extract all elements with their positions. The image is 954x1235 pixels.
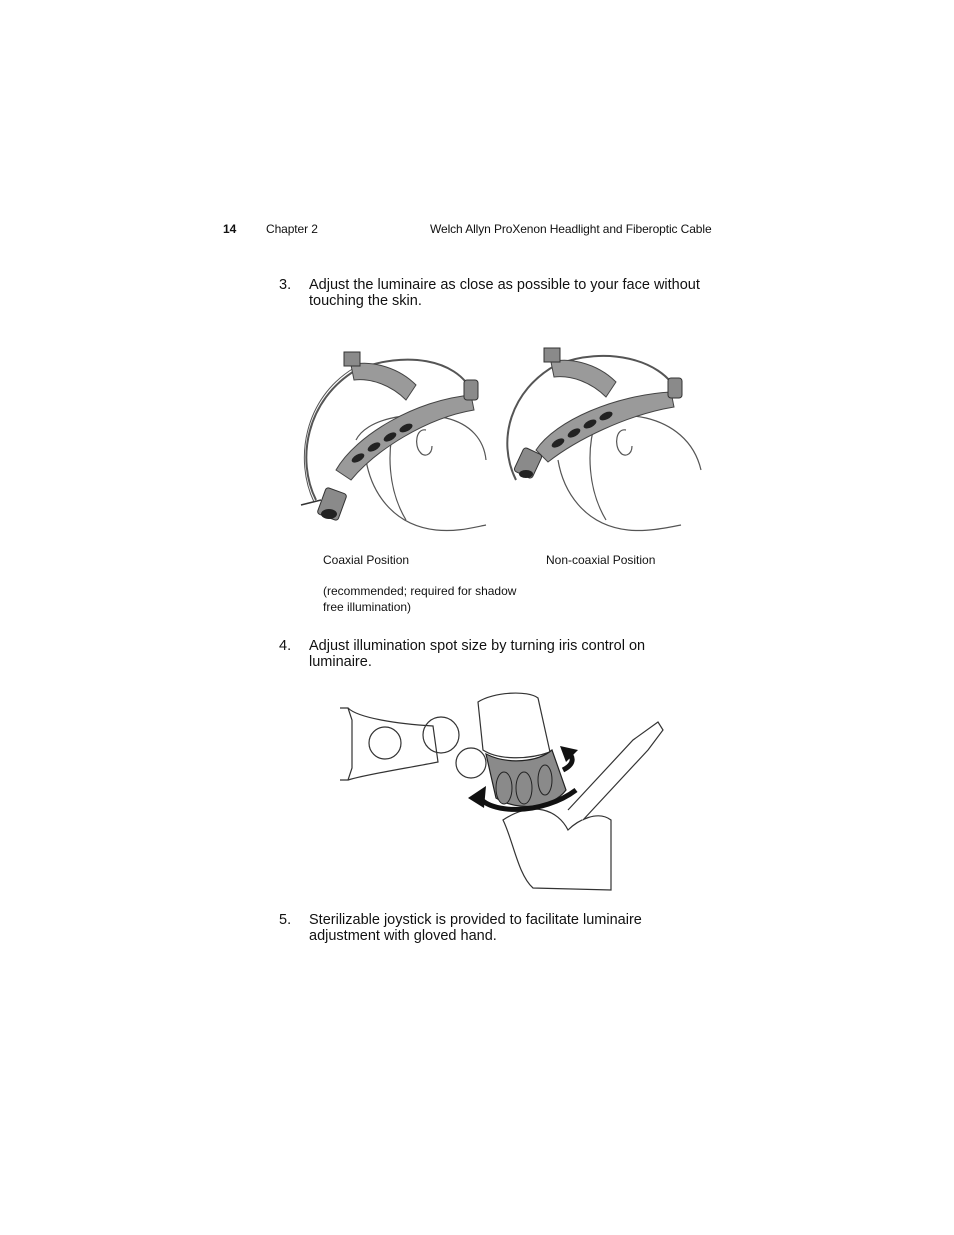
coaxial-caption: Coaxial Position [323,553,410,567]
step-text-line: Adjust illumination spot size by turning iris control on [309,638,646,654]
step-number: 5. [279,912,292,928]
step-number: 3. [279,277,292,293]
chapter-label: Chapter 2 [266,222,318,236]
note-line: free illumination) [323,600,412,614]
note-line: (recommended; required for shadow [323,584,517,598]
luminaire-iris-illustration [338,690,668,895]
step-text-line: Sterilizable joystick is provided to facilitate luminaire [309,912,642,928]
noncoaxial-caption: Non-coaxial Position [546,553,656,567]
headlight-noncoaxial-illustration [496,340,706,550]
step-text-line: Adjust the luminaire as close as possible to your face without [309,277,700,293]
step-number: 4. [279,638,292,654]
running-title: Welch Allyn ProXenon Headlight and Fiberoptic Cable [430,222,712,236]
coaxial-note [323,583,523,615]
headlight-coaxial-illustration [296,340,496,550]
step-text-line: touching the skin. [309,293,422,309]
page-number: 14 [223,222,237,236]
step-text-line: luminaire. [309,654,372,670]
step-text-line: adjustment with gloved hand. [309,928,497,944]
